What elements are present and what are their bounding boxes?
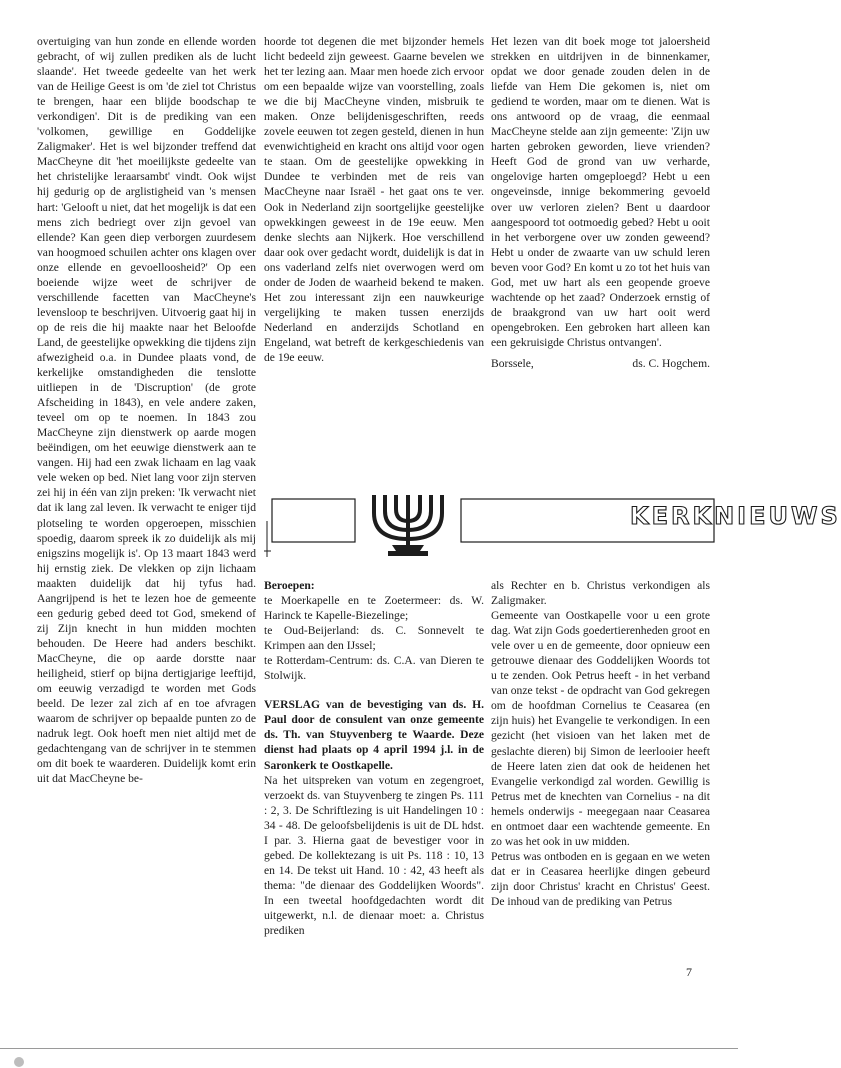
article-text-col1: overtuiging van hun zonde en ellende worden gebracht, of wij zullen prediken als de lucht slaande'. Het tweede gedeelte van het werk van de Heilige Geest is om 'de ziel tot Christus te brengen, haar een blijde boodschap te verkondigen'. Dit is de prediking van een 'volkomen, gewillige en Goddelijke Zaligmaker'. Het is wel bijzonder treffend dat MacCheyne dit 'het moeilijkste gedeelte van het christelijke leraarsambt' vindt. Ook wijst hij gedurig op de arglistigheid van 's mensen hart: 'Gelooft u niet, dat het mogelijk is dat een mens zich bedriegt over zijn gevoel van ellende? Kan geen diep verborgen zuurdesem van hoogmoed schuilen achter ons klagen over onze ellende en gevoelloosheid?' Op een boeiende wijze weet de schrijver de verschillende facetten van MacCheyne's levensloop te beschrijven. Uitvoerig gaat hij in op de reis die hij maakte naar het Beloofde Land, de geestelijke opwekking die tijdens zijn afwezigheid o.a. in Dundee plaats vond, de kerkelijke omstandigheden die tenslotte uitliepen in de 'Discruption' (de grote Afscheiding in 1843), en vele andere zaken, teveel om op te noemen. In 1843 zou MacCheyne zijn dienstwerk op aarde mogen beëindigen, om het eeuwige dienstwerk aan te vangen. Hij had een zwak lichaam en lag vaak vele weken op bed. Niet lang voor zijn sterven zei hij in één van zijn preken: 'Ik verwacht niet dat ik lang zal leven. Ik verwacht te eniger tijd plotseling te worden opgeroepen, misschien spoedig, daarom spreek ik zo duidelijk als mij enigszins mogelijk is'. Op 13 maart 1843 werd hij ernstig ziek. De vlekken op zijn lichaam maakten duidelijk dat hij tyfus had. Aangrijpend is het te lezen hoe de gemeente een gedurig gebed deed tot God, smekend of zij Zijn knecht in hun midden mochten behouden. De Heere had anders beschikt. MacCheyne, die op aarde dorstte naar heiligheid, stierf op bijna dertigjarige leeftijd, om eeuwig verzadigd te worden met Gods beeld. De lezer zal zich af en toe afvragen waarom de schrijver op bepaalde punten zo de nadruk legt. Ook hoeft men niet altijd met de gedachtengang van de schrijver in te stemmen om dit boek te waarderen. Duidelijk komt erin uit dat MacCheyne be- xyxy=(37,35,256,786)
banner-title: KERKNIEUWS xyxy=(630,502,841,530)
verslag-body: Na het uitspreken van votum en zegengroet, verzoekt ds. van Stuyvenberg te zingen Ps. 111 : 2, 3. De Schriftlezing is uit Handelingen 10 : 34 - 48. De geloofsbelijdenis is uit de DL hdst. I par. 3. Hierna gaat de bevestiger voor in gebed. De kollektezang is uit Ps. 118 : 10, 13 en 14. De tekst uit Hand. 10 : 42, 43 heeft als thema: "de dienaar des Goddelijken Woords". In een tweetal hoofdgedachten wordt dit uitgewerkt, n.l. de dienaar moet: a. Christus prediken xyxy=(264,773,484,938)
article-text-col3: Het lezen van dit boek moge tot jaloersheid strekken en uitdrijven in de binnenkamer, opdat we door genade zouden delen in de liefde van Hem Die gekomen is, niet om gediend te worden, maar om te dienen. Wat is ons antwoord op de vraag, die eenmaal MacCheyne stelde aan zijn gemeente: 'Zijn uw harten gebroken geworden, lieve vrienden? Heeft God de grond van uw verharde, ongelovige harten omgeploegd? Hebt u een ongeveinsde, innige bekommering gevoeld over uw verloren zielen? Bent u daardoor aangespoord tot ootmoedig gebed? Hebt u ooit in het verborgene over uw zonden geweend? Hebt u onder de zwaarte van uw schuld leren beven voor God? En komt u zo tot het huis van God, met uw hart als een geopende groeve wachtende op het zaad? Onderzoek ernstig of de braakgrond van uw hart ooit werd opengebroken. Een gebroken hart alleen kan een gekruisigde Christus ontvangen'. xyxy=(491,35,710,349)
verslag-continued: als Rechter en b. Christus verkondigen als Zaligmaker. xyxy=(491,579,710,608)
signature-place: Borssele, xyxy=(491,356,534,370)
signature xyxy=(491,356,710,371)
punch-hole xyxy=(14,1057,24,1067)
verslag-heading: VERSLAG van de bevestiging van ds. H. Paul door de consulent van onze gemeente ds. Th. van Stuyvenberg te Waarde. Deze dienst had plaats op 4 april 1994 j.l. in de Saronkerk te Oostkapelle. xyxy=(264,698,484,772)
signature-name: ds. C. Hogchem. xyxy=(632,356,710,370)
bottom-divider xyxy=(0,1048,738,1049)
beroepen-item: te Oud-Beijerland: ds. C. Sonnevelt te Krimpen aan den IJssel; xyxy=(264,624,484,653)
article-text-col2: hoorde tot degenen die met bijzonder hemels licht bedeeld zijn geweest. Gaarne bevelen we het ter lezing aan. Maar men hoede zich ervoor om een bepaalde wijze van voorstelling, zoals we die bij MacCheyne vinden, misbruik te maken. Onze belijdenisgeschriften, reeds zovele eeuwen tot zegen gesteld, dienen in hun evenwichtigheid en kracht ons altijd voor ogen te staan. Om de geestelijke opwekking in Dundee te verbinden met de reis van MacCheyne naar Israël - het gaat ons te ver. Ook in Nederland zijn soortgelijke geestelijke opwekkingen geweest in de 19e eeuw. Men denke slechts aan Nijkerk. Hoe verschillend daar ook over gedacht wordt, duidelijk is dat in ons vaderland zelfs niet overwogen werd om onder de Joden de waarheid bekend te maken. Het zou interessant zijn een nauwkeurige vergelijking te maken tussen enerzijds Nederland en anderzijds Schotland en Engeland, wat betreft de kerkgeschiedenis van de 19e eeuw. xyxy=(264,35,484,364)
beroepen-item: te Moerkapelle en te Zoetermeer: ds. W. Harinck te Kapelle-Biezelinge; xyxy=(264,594,484,623)
beroepen-heading: Beroepen: xyxy=(264,579,315,592)
article-column-1 xyxy=(37,34,256,786)
kerknieuws-column-3 xyxy=(491,578,710,909)
menorah-icon xyxy=(374,495,442,545)
kerknieuws-banner xyxy=(264,487,841,557)
beroepen-item: te Rotterdam-Centrum: ds. C.A. van Dieren te Stolwijk. xyxy=(264,654,484,683)
article-column-2 xyxy=(264,34,484,365)
verslag-continued: Gemeente van Oostkapelle voor u een grote dag. Wat zijn Gods goedertierenheden groot en vele over u en de gemeente, door opnieuw een getrouwe dienaar des Goddelijken Woords tot u te zenden. Ook Petrus heeft - in het verband van onze tekst - de opdracht van God gekregen om de hoofdman Cornelius te Ceasarea (en zijn huis) het Evangelie te verkondigen. In een gezicht (het visioen van het laken met de geslachte dieren) bij Simon de leerlooier heeft de Heere laten zien dat ook de heidenen het Evangelie verkondigd zal worden. Gewillig is Petrus met de knechten van Cornelius - na dit hemels onderwijs - meegegaan naar Ceasarea en ontmoet daar een wachtende gemeente. En zo was het ook in uw midden. xyxy=(491,609,710,848)
page-number: 7 xyxy=(686,965,692,979)
verslag-continued: Petrus was ontboden en is gegaan en we weten dat er in Ceasarea heerlijke dingen gebeurd zijn door Christus' kracht en Christus' Geest. De inhoud van de prediking van Petrus xyxy=(491,849,710,908)
article-column-3 xyxy=(491,34,710,371)
kerknieuws-column-2 xyxy=(264,578,484,938)
